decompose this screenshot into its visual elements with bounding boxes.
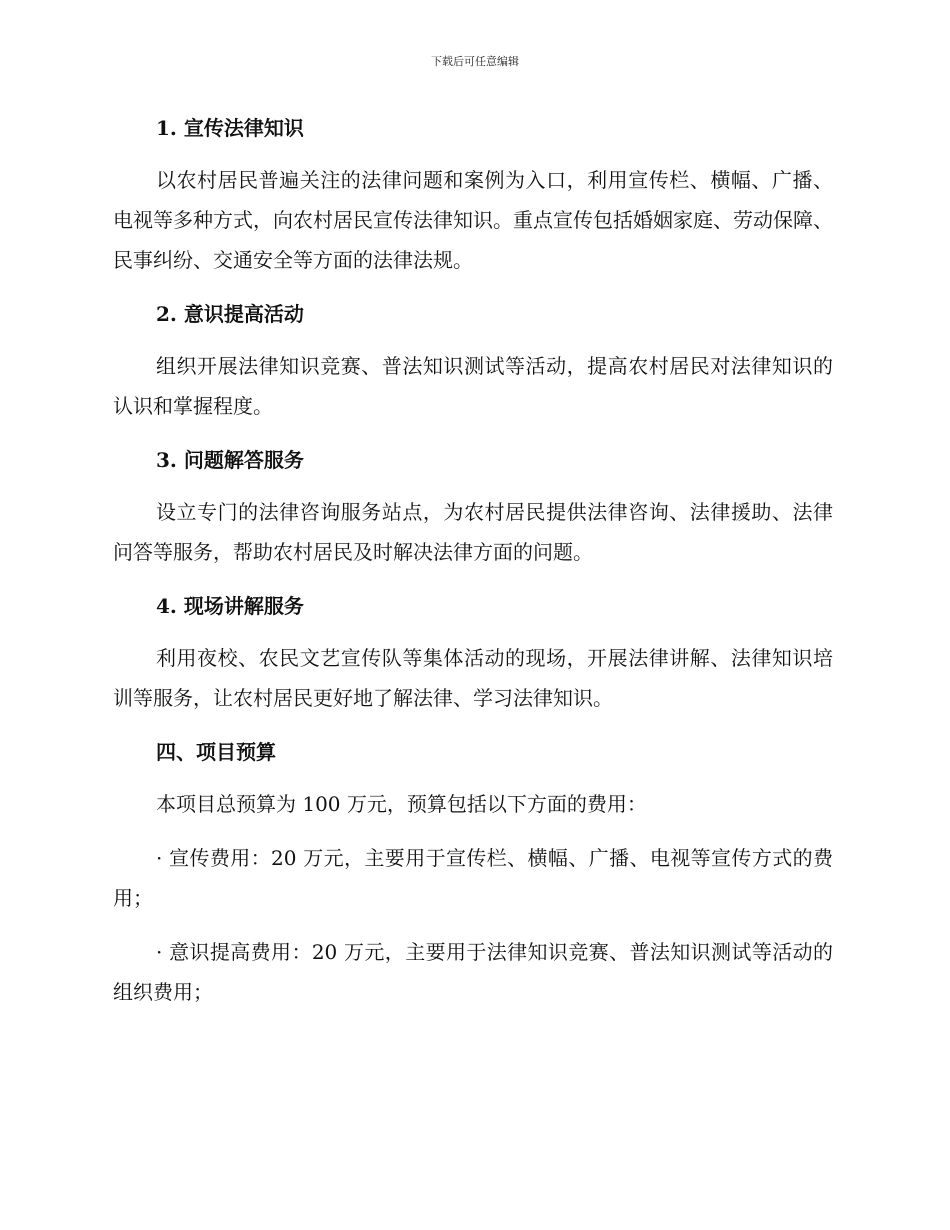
page-header: 下载后可任意编辑 (431, 55, 519, 68)
paragraph-2: 组织开展法律知识竞赛、普法知识测试等活动，提高农村居民对法律知识的认识和掌握程度。 (113, 354, 833, 418)
section-heading-budget: 四、项目预算 (156, 740, 276, 764)
paragraph-4: 利用夜校、农民文艺宣传队等集体活动的现场，开展法律讲解、法律知识培训等服务，让农村居民更好地了解法律、学习法律知识。 (113, 646, 833, 710)
section-heading-1: 1. 宣传法律知识 (156, 116, 304, 140)
budget-intro: 本项目总预算为 100 万元，预算包括以下方面的费用： (156, 792, 647, 816)
budget-item-awareness: · 意识提高费用：20 万元，主要用于法律知识竞赛、普法知识测试等活动的组织费用； (113, 940, 833, 1004)
paragraph-3: 设立专门的法律咨询服务站点，为农村居民提供法律咨询、法律援助、法律问答等服务，帮助农村居民及时解决法律方面的问题。 (113, 500, 833, 564)
section-heading-4: 4. 现场讲解服务 (156, 594, 304, 618)
section-heading-2: 2. 意识提高活动 (156, 302, 304, 326)
paragraph-1: 以农村居民普遍关注的法律问题和案例为入口，利用宣传栏、横幅、广播、电视等多种方式，向农村居民宣传法律知识。重点宣传包括婚姻家庭、劳动保障、民事纠纷、交通安全等方面的法律法规。 (113, 168, 833, 272)
section-heading-3: 3. 问题解答服务 (156, 448, 304, 472)
budget-item-publicity: · 宣传费用：20 万元，主要用于宣传栏、横幅、广播、电视等宣传方式的费用； (113, 846, 833, 910)
document-body (113, 108, 833, 1026)
